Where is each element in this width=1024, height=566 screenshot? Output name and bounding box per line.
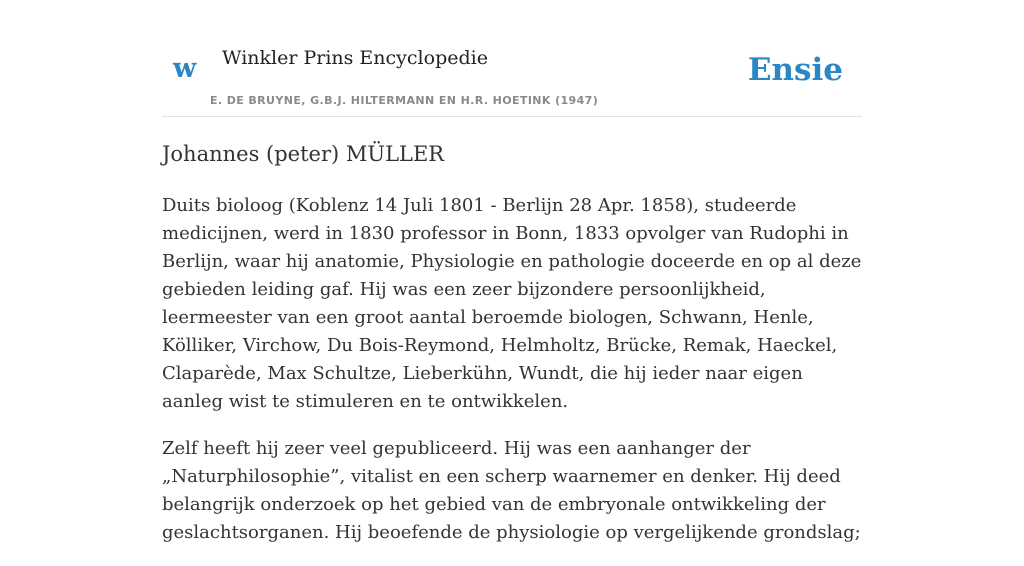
- entry-paragraph: Duits bioloog (Koblenz 14 Juli 1801 - Berlijn 28 Apr. 1858), studeerde medicijnen, werd in 1830 professor in Bonn, 1833 opvolger van Rudophi in Berlijn, waar hij anatomie, Physiologie en pathologie doceerde en op al deze gebieden leiding gaf. Hij was een zeer bijzondere persoonlijkheid, leermeester van een groot aantal beroemde biologen, Schwann, Henle, Kölliker, Virchow, Du Bois-Reymond, Helmholtz, Brücke, Remak, Haeckel, Claparède, Max Schultze, Lieberkühn, Wundt, die hij ieder naar eigen aanleg wist te stimuleren en te ontwikkelen.: [162, 195, 862, 412]
- source-header: [162, 0, 862, 117]
- entry-body: [162, 192, 866, 566]
- entry-paragraph: Zelf heeft hij zeer veel gepubliceerd. Hij was een aanhanger der „Naturphilosophie”, vitalist en een scherp waarnemer en denker. Hij deed belangrijk onderzoek op het gebied van de embryonale ontwikkeling der geslachtsorganen. Hij beoefende de physiologie op vergelijkende grondslag;: [162, 438, 861, 543]
- winkler-prins-logo-icon[interactable]: w: [173, 53, 197, 84]
- book-authors: E. DE BRUYNE, G.B.J. HILTERMANN EN H.R. HOETINK (1947): [210, 94, 599, 107]
- ensie-brand-logo[interactable]: Ensie: [747, 52, 843, 88]
- book-title-link[interactable]: Winkler Prins Encyclopedie: [222, 47, 488, 69]
- entry-title: Johannes (peter) MÜLLER: [162, 142, 445, 166]
